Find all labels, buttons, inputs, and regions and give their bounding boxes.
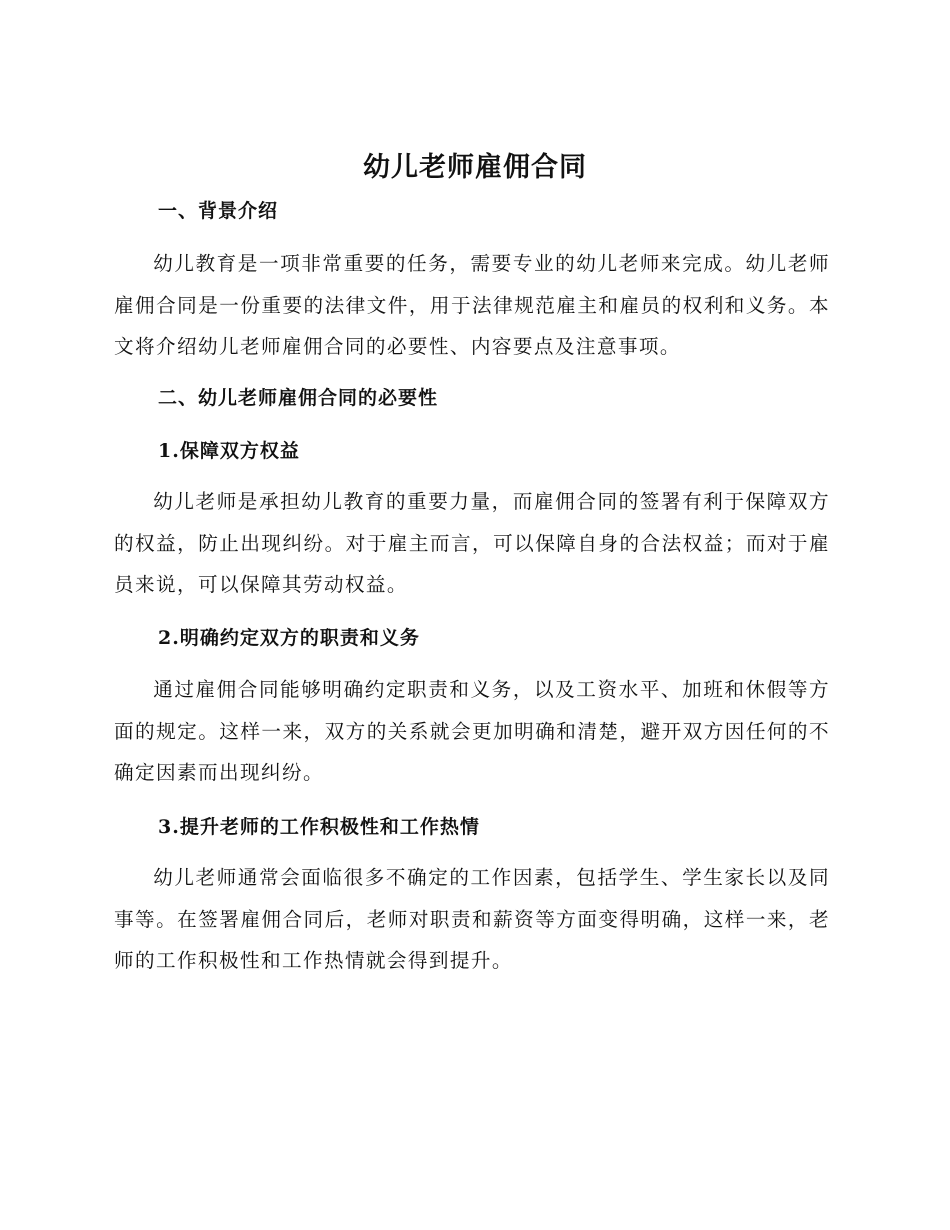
paragraph-motivation: 幼儿老师通常会面临很多不确定的工作因素，包括学生、学生家长以及同事等。在签署雇佣合同后，老师对职责和薪资等方面变得明确，这样一来，老师的工作积极性和工作热情就会得到提升。 (114, 866, 830, 972)
section-heading-necessity: 二、幼儿老师雇佣合同的必要性 (158, 387, 439, 409)
document-title: 幼儿老师雇佣合同 (363, 152, 587, 183)
subsection-heading-duties: 2.明确约定双方的职责和义务 (158, 627, 420, 649)
paragraph-background: 幼儿教育是一项非常重要的任务，需要专业的幼儿老师来完成。幼儿老师雇佣合同是一份重要的法律文件，用于法律规范雇主和雇员的权利和义务。本文将介绍幼儿老师雇佣合同的必要性、内容要点及注意事项。 (114, 252, 830, 358)
subsection-heading-motivation: 3.提升老师的工作积极性和工作热情 (158, 816, 480, 838)
section-heading-background: 一、背景介绍 (158, 200, 279, 222)
subsection-heading-protect-rights: 1.保障双方权益 (158, 440, 300, 462)
paragraph-duties: 通过雇佣合同能够明确约定职责和义务，以及工资水平、加班和休假等方面的规定。这样一来，双方的关系就会更加明确和清楚，避开双方因任何的不确定因素而出现纠纷。 (114, 678, 830, 784)
paragraph-protect-rights: 幼儿老师是承担幼儿教育的重要力量，而雇佣合同的签署有利于保障双方的权益，防止出现纠纷。对于雇主而言，可以保障自身的合法权益；而对于雇员来说，可以保障其劳动权益。 (114, 490, 830, 596)
